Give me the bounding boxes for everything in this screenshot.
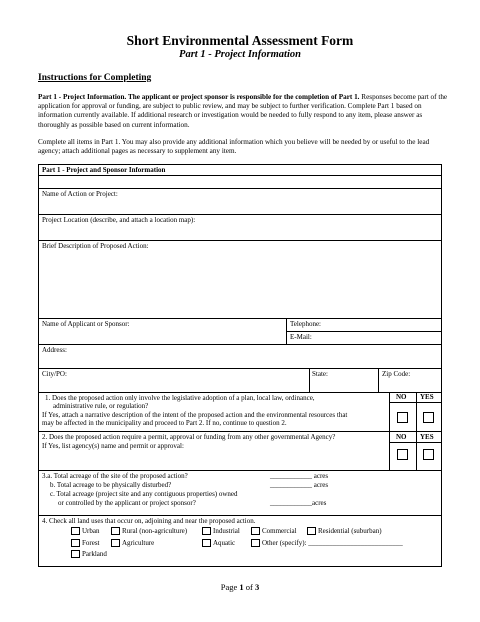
q1-yes-checkbox[interactable]	[423, 412, 434, 423]
question-2-line-2: If Yes, list agency(s) name and permit or approval:	[42, 442, 184, 450]
form-subtitle: Part 1 - Project Information	[179, 49, 301, 60]
other-checkbox[interactable]	[251, 539, 260, 547]
urban-checkbox[interactable]	[71, 527, 80, 535]
parkland-label: Parkland	[82, 550, 107, 558]
page-total: 3	[255, 582, 260, 592]
email-label: E-Mail:	[290, 333, 312, 341]
industrial-label: Industrial	[213, 527, 240, 535]
rural-checkbox[interactable]	[111, 527, 120, 535]
acres-b-field[interactable]: ____________ acres	[270, 481, 329, 489]
q2-yes-header: YES	[420, 433, 434, 441]
state-label: State:	[312, 370, 328, 378]
page-footer	[0, 582, 480, 592]
q2-yes-checkbox[interactable]	[423, 449, 434, 460]
urban-label: Urban	[82, 527, 100, 535]
aquatic-checkbox[interactable]	[202, 539, 211, 547]
commercial-label: Commercial	[262, 527, 297, 535]
page-prefix: Page	[220, 582, 240, 592]
project-location-label: Project Location (describe, and attach a location map):	[42, 216, 196, 224]
question-2-line-1: 2. Does the proposed action require a permit, approval or funding from any other governmental Agency?	[42, 433, 336, 441]
instructions-paragraph-1	[38, 93, 450, 130]
question-4: 4. Check all land uses that occur on, adjoining and near the proposed action.	[42, 517, 256, 525]
applicant-name-label: Name of Applicant or Sponsor:	[42, 320, 130, 328]
section-header: Part 1 - Project and Sponsor Information	[42, 166, 166, 174]
question-3a: 3.a. Total acreage of the site of the proposed action?	[42, 472, 188, 480]
question-1-line-4: may be affected in the municipality and proceed to Part 2. If no, continue to question 2.	[42, 419, 287, 427]
zip-label: Zip Code:	[382, 370, 411, 378]
q1-no-checkbox[interactable]	[397, 412, 408, 423]
question-1-line-1: 1. Does the proposed action only involve the legislative adoption of a plan, local law, ordinance,	[45, 394, 315, 402]
agriculture-label: Agriculture	[122, 539, 155, 547]
question-1-line-2: administrative rule, or regulation?	[53, 402, 149, 410]
question-3c-line-1: c. Total acreage (project site and any contiguous properties) owned	[50, 490, 238, 498]
brief-description-label: Brief Description of Proposed Action:	[42, 242, 149, 250]
commercial-checkbox[interactable]	[251, 527, 260, 535]
rural-label: Rural (non-agriculture)	[122, 527, 188, 535]
parkland-checkbox[interactable]	[71, 550, 80, 558]
q2-no-header: NO	[396, 433, 407, 441]
aquatic-label: Aquatic	[213, 539, 236, 547]
q1-no-header: NO	[396, 393, 407, 401]
instructions-paragraph-2: Complete all items in Part 1. You may also provide any additional information which you believe will be needed by or useful to the lead agency; attach additional pages as necessary to supplement any item.	[38, 138, 430, 156]
other-label[interactable]: Other (specify): ___________________________	[262, 539, 403, 547]
agriculture-checkbox[interactable]	[111, 539, 120, 547]
question-1-line-3: If Yes, attach a narrative description of the intent of the proposed action and the environmental resources that	[42, 411, 348, 419]
address-label: Address:	[42, 346, 67, 354]
instructions-p1-bold: Part 1 - Project Information. The applicant or project sponsor is responsible for the completion of Part 1.	[38, 93, 360, 101]
forest-checkbox[interactable]	[71, 539, 80, 547]
question-3c-line-2: or controlled by the applicant or project sponsor?	[58, 499, 196, 507]
page-number: 1	[239, 582, 244, 592]
acres-a-field[interactable]: ____________ acres	[270, 472, 329, 480]
question-3b: b. Total acreage to be physically disturbed?	[50, 481, 172, 489]
instructions-p1-rest: Responses become part of the application for approval or funding, are subject to public review, and may be subject to further verification. Complete Part 1 based on information currently available. If additional research or investigation would be needed to fully respond to any item, please answer as thoroughly as possible based on current information.	[38, 93, 448, 129]
acres-c-field[interactable]: ____________acres	[270, 499, 327, 507]
forest-label: Forest	[82, 539, 100, 547]
form-title: Short Environmental Assessment Form	[126, 33, 354, 48]
name-of-action-label: Name of Action or Project:	[42, 190, 118, 198]
instructions-heading: Instructions for Completing	[38, 73, 152, 83]
telephone-label: Telephone:	[290, 320, 321, 328]
residential-checkbox[interactable]	[307, 527, 316, 535]
q2-no-checkbox[interactable]	[397, 449, 408, 460]
q1-yes-header: YES	[420, 393, 434, 401]
page-of: of	[243, 582, 255, 592]
city-label: City/PO:	[42, 370, 67, 378]
industrial-checkbox[interactable]	[202, 527, 211, 535]
residential-label: Residential (suburban)	[318, 527, 382, 535]
